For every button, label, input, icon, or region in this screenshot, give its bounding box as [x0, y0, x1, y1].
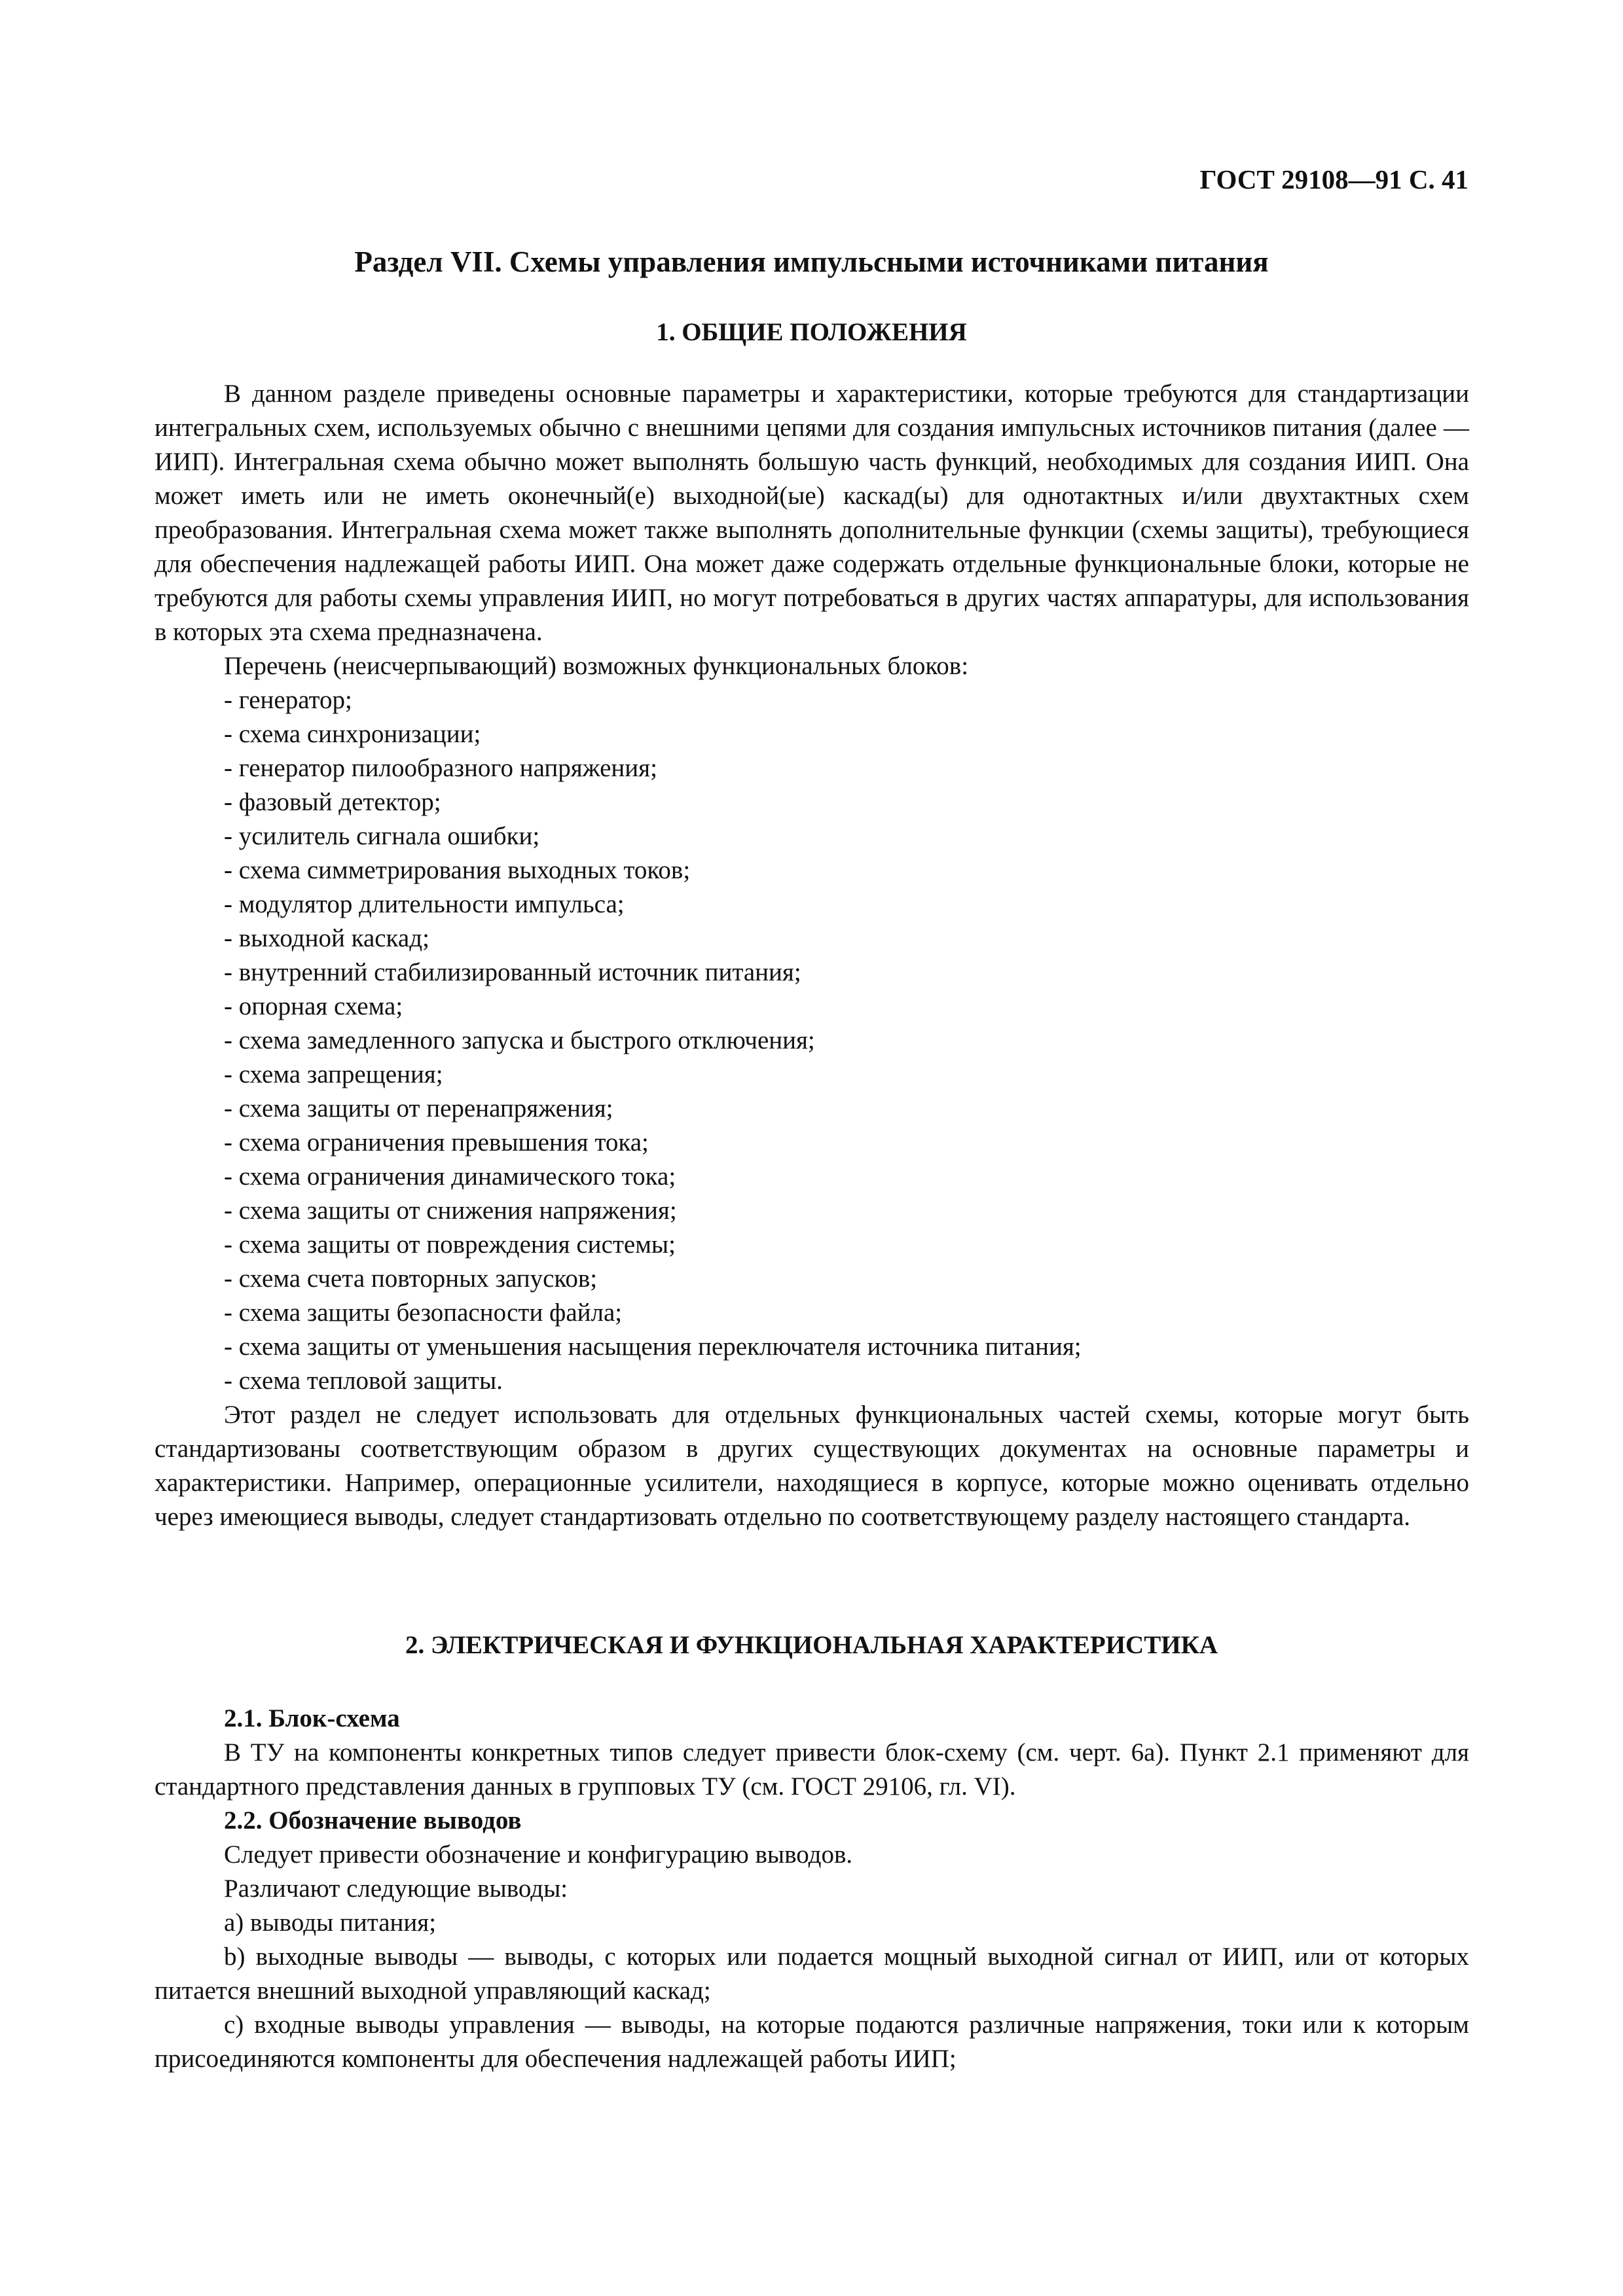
heading-electrical-characteristics: 2. ЭЛЕКТРИЧЕСКАЯ И ФУНКЦИОНАЛЬНАЯ ХАРАКТЕРИСТИКА	[405, 1631, 1218, 1659]
list-item: - схема защиты безопасности файла;	[224, 1299, 623, 1327]
list-item: - модулятор длительности импульса;	[224, 890, 625, 918]
intro-paragraph: В данном разделе приведены основные параметры и характеристики, которые требуются для стандартизации интегральных схем, используемых обычно с внешними цепями для создания импульсных источников питания (далее — ИИП). Интегральная схема обычно может выполнять большую часть функций, необходимых для создания ИИП. Она может иметь или не иметь оконечный(е) выходной(ые) каскад(ы) для однотактных и/или двухтактных схем преобразования. Интегральная схема может также выполнять дополнительные функции (схемы защиты), требующиеся для обеспечения надлежащей работы ИИП. Она может даже содержать отдельные функциональные блоки, которые не требуются для работы схемы управления ИИП, но могут потребоваться в других частях аппаратуры, для использования в которых эта схема предназначена.	[155, 380, 1469, 646]
list-item: - схема синхронизации;	[224, 720, 481, 748]
list-item: - схема счета повторных запусков;	[224, 1265, 598, 1293]
subsection-22-line: Различают следующие выводы:	[224, 1874, 568, 1903]
terminal-type-a: а) выводы питания;	[224, 1909, 437, 1937]
list-item: - опорная схема;	[224, 992, 403, 1020]
list-item: - схема симметрирования выходных токов;	[224, 856, 691, 884]
list-item: - схема защиты от снижения напряжения;	[224, 1196, 677, 1225]
section-title: Раздел VII. Схемы управления импульсными источниками питания	[354, 245, 1269, 278]
heading-general-provisions: 1. ОБЩИЕ ПОЛОЖЕНИЯ	[656, 318, 967, 346]
closing-paragraph: Этот раздел не следует использовать для отдельных функциональных частей схемы, которые могут быть стандартизованы соответствующим образом в других существующих документах на основные параметры и характеристики. Например, операционные усилители, находящиеся в корпусе, которые можно оценивать отдельно через имеющиеся выводы, следует стандартизовать отдельно по соответствующему разделу настоящего стандарта.	[155, 1401, 1469, 1531]
function-block-list	[155, 683, 1469, 1398]
list-item: - схема защиты от повреждения системы;	[224, 1230, 676, 1259]
list-item: - усилитель сигнала ошибки;	[224, 822, 540, 850]
list-item: - схема ограничения превышения тока;	[224, 1128, 649, 1157]
list-item: - внутренний стабилизированный источник питания;	[224, 958, 801, 986]
subsection-21-text: В ТУ на компоненты конкретных типов следует привести блок-схему (см. черт. 6а). Пункт 2.1 применяют для стандартного представления данных в групповых ТУ (см. ГОСТ 29106, гл. VI).	[155, 1738, 1469, 1801]
general-provisions-body	[155, 377, 1469, 1534]
terminal-type-c: с) входные выводы управления — выводы, на которые подаются различные напряжения, токи или к которым присоединяются компоненты для обеспечения надлежащей работы ИИП;	[155, 2011, 1469, 2073]
running-header: ГОСТ 29108—91 С. 41	[1199, 164, 1468, 194]
electrical-characteristics-body	[155, 1702, 1469, 2076]
list-item: - схема ограничения динамического тока;	[224, 1162, 676, 1191]
list-item: - схема защиты от уменьшения насыщения переключателя источника питания;	[224, 1333, 1082, 1361]
list-item: - схема защиты от перенапряжения;	[224, 1094, 613, 1122]
list-item: - фазовый детектор;	[224, 788, 441, 816]
list-intro: Перечень (неисчерпывающий) возможных функциональных блоков:	[224, 652, 969, 680]
list-item: - выходной каскад;	[224, 924, 429, 952]
terminal-type-b: b) выходные выводы — выводы, с которых или подается мощный выходной сигнал от ИИП, или от которых питается внешний выходной управляющий каскад;	[155, 1943, 1469, 2005]
subsection-22-title: 2.2. Обозначение выводов	[224, 1806, 522, 1835]
list-item: - схема тепловой защиты.	[224, 1367, 503, 1395]
list-item: - схема запрещения;	[224, 1060, 443, 1088]
list-item: - схема замедленного запуска и быстрого отключения;	[224, 1026, 815, 1054]
subsection-21-title: 2.1. Блок-схема	[224, 1704, 400, 1732]
list-item: - генератор пилообразного напряжения;	[224, 754, 657, 782]
list-item: - генератор;	[224, 686, 352, 714]
subsection-22-line: Следует привести обозначение и конфигурацию выводов.	[224, 1840, 853, 1869]
